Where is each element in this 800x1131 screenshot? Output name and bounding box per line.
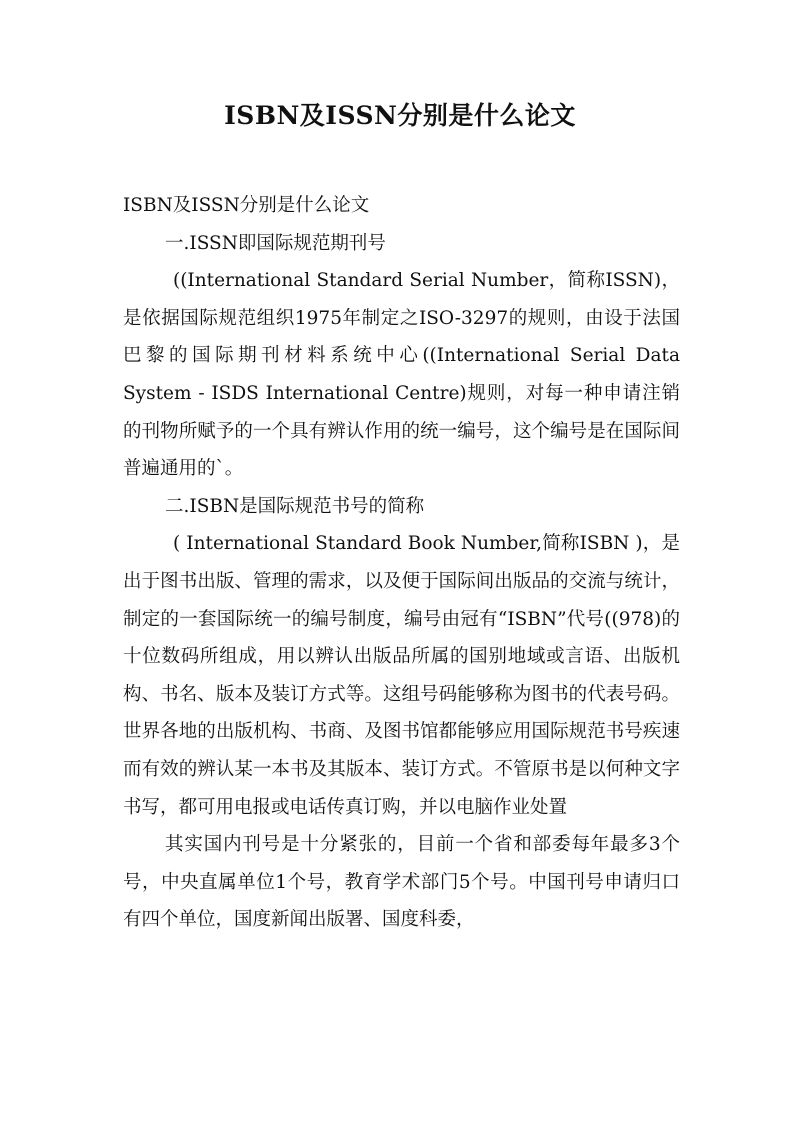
document-title: ISBN及ISSN分别是什么论文 xyxy=(224,101,576,130)
issn-paragraph: ((International Standard Serial Number，简称ISSN)，是依据国际规范组织1975年制定之ISO-3297的规则，由设于法国巴黎的国际期刊材料系统中心((International Serial Data System - ISDS International Centre)规则，对每一种申请注销的刊物所赋予的一个具有辨认作用的统一编号，这个编号是在国际间普遍通用的`。 xyxy=(123,270,680,480)
section-heading-isbn: 二.ISBN是国际规范书号的简称 xyxy=(165,495,425,517)
isbn-paragraph: ( International Standard Book Number,简称ISBN )，是出于图书出版、管理的需求，以及便于国际间出版品的交流与统计，制定的一套国际统一的编号制度，编号由冠有“ISBN”代号((978)的十位数码所组成，用以辨认出版品所属的国别地域或言语、出版机构、书名、版本及装订方式等。这组号码能够称为图书的代表号码。世界各地的出版机构、书商、及图书馆都能够应用国际规范书号疾速而有效的辨认某一本书及其版本、装订方式。不管原书是以何种文字书写，都可用电报或电话传真订购，并以电脑作业处置 xyxy=(123,533,680,818)
section-heading-issn: 一.ISSN即国际规范期刊号 xyxy=(165,232,386,254)
intro-paragraph: ISBN及ISSN分别是什么论文 xyxy=(123,195,370,216)
domestic-issn-paragraph: 其实国内刊号是十分紧张的，目前一个省和部委每年最多3个号，中央直属单位1个号，教育学术部门5个号。中国刊号申请归口有四个单位，国度新闻出版署、国度科委， xyxy=(123,834,680,931)
document-body xyxy=(123,187,680,939)
